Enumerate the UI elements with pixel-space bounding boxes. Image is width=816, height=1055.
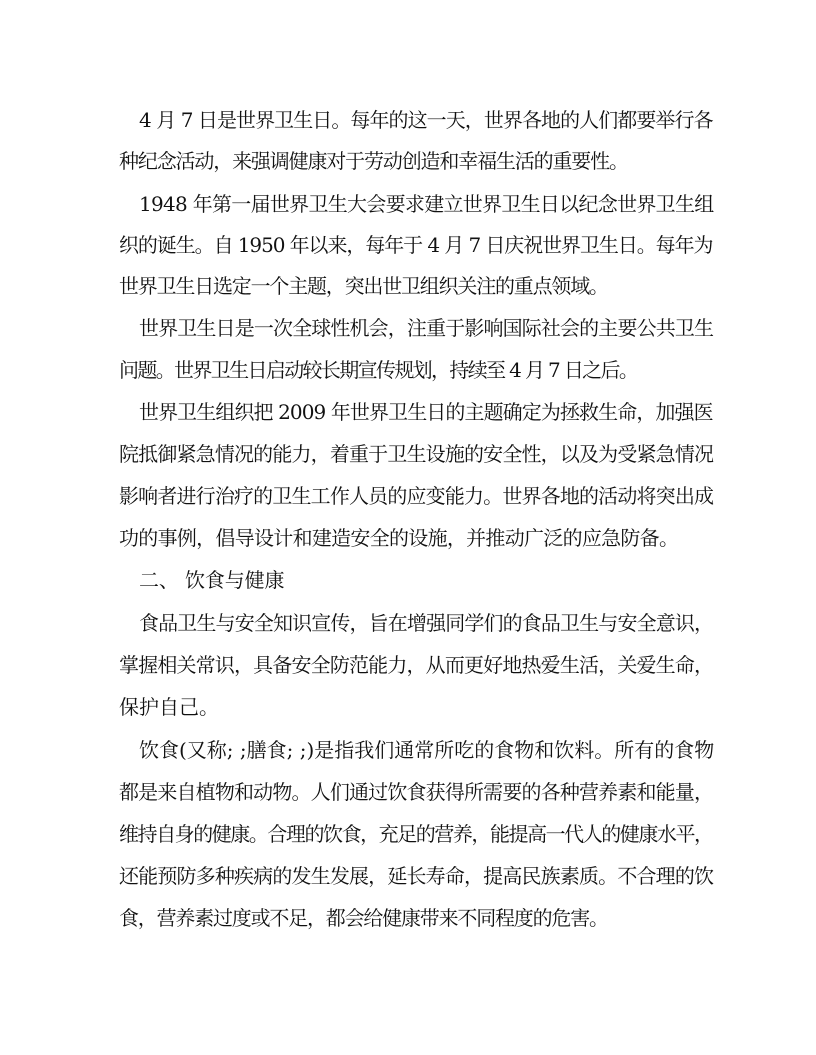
text-line: 种纪念活动，来强调健康对于劳动创造和幸福生活的重要性。 — [119, 149, 628, 173]
text-line: 都是来自植物和动物。人们通过饮食获得所需要的各种营养素和能量， — [119, 780, 714, 804]
text-line: 世界卫生日选定一个主题，突出世卫组织关注的重点领域。 — [119, 274, 608, 298]
text-line: 食品卫生与安全知识宣传，旨在增强同学们的食品卫生与安全意识， — [139, 611, 714, 635]
text-line: 院抵御紧急情况的能力，着重于卫生设施的安全性，以及为受紧急情况 — [119, 442, 714, 466]
text-line: 饮食(又称; ;膳食; ;)是指我们通常所吃的食物和饮料。所有的食物 — [139, 738, 715, 762]
heading-diet-and-health: 二、 饮食与健康 — [139, 568, 285, 592]
text-line: 4 月 7 日是世界卫生日。每年的这一天，世界各地的人们都要举行各 — [139, 108, 713, 132]
text-line: 功的事例，倡导设计和建造安全的设施，并推动广泛的应急防备。 — [119, 526, 679, 550]
text-line: 问题。世界卫生日启动较长期宣传规划，持续至 4 月 7 日之后。 — [119, 358, 638, 382]
text-line: 还能预防多种疾病的发生发展，延长寿命，提高民族素质。不合理的饮 — [119, 864, 714, 888]
text-line: 食，营养素过度或不足，都会给健康带来不同程度的危害。 — [119, 906, 608, 930]
text-line: 1948 年第一届世界卫生大会要求建立世界卫生日以纪念世界卫生组 — [139, 192, 714, 216]
text-line: 世界卫生组织把 2009 年世界卫生日的主题确定为拯救生命，加强医 — [139, 400, 713, 424]
text-line: 影响者进行治疗的卫生工作人员的应变能力。世界各地的活动将突出成 — [119, 484, 714, 508]
text-line: 织的诞生。自 1950 年以来，每年于 4 月 7 日庆祝世界卫生日。每年为 — [119, 233, 713, 257]
text-line: 维持自身的健康。合理的饮食，充足的营养，能提高一代人的健康水平， — [119, 822, 713, 846]
text-line: 保护自己。 — [119, 695, 219, 719]
text-line: 掌握相关常识，具备安全防范能力，从而更好地热爱生活，关爱生命， — [119, 653, 714, 677]
text-line: 世界卫生日是一次全球性机会，注重于影响国际社会的主要公共卫生 — [139, 316, 714, 340]
